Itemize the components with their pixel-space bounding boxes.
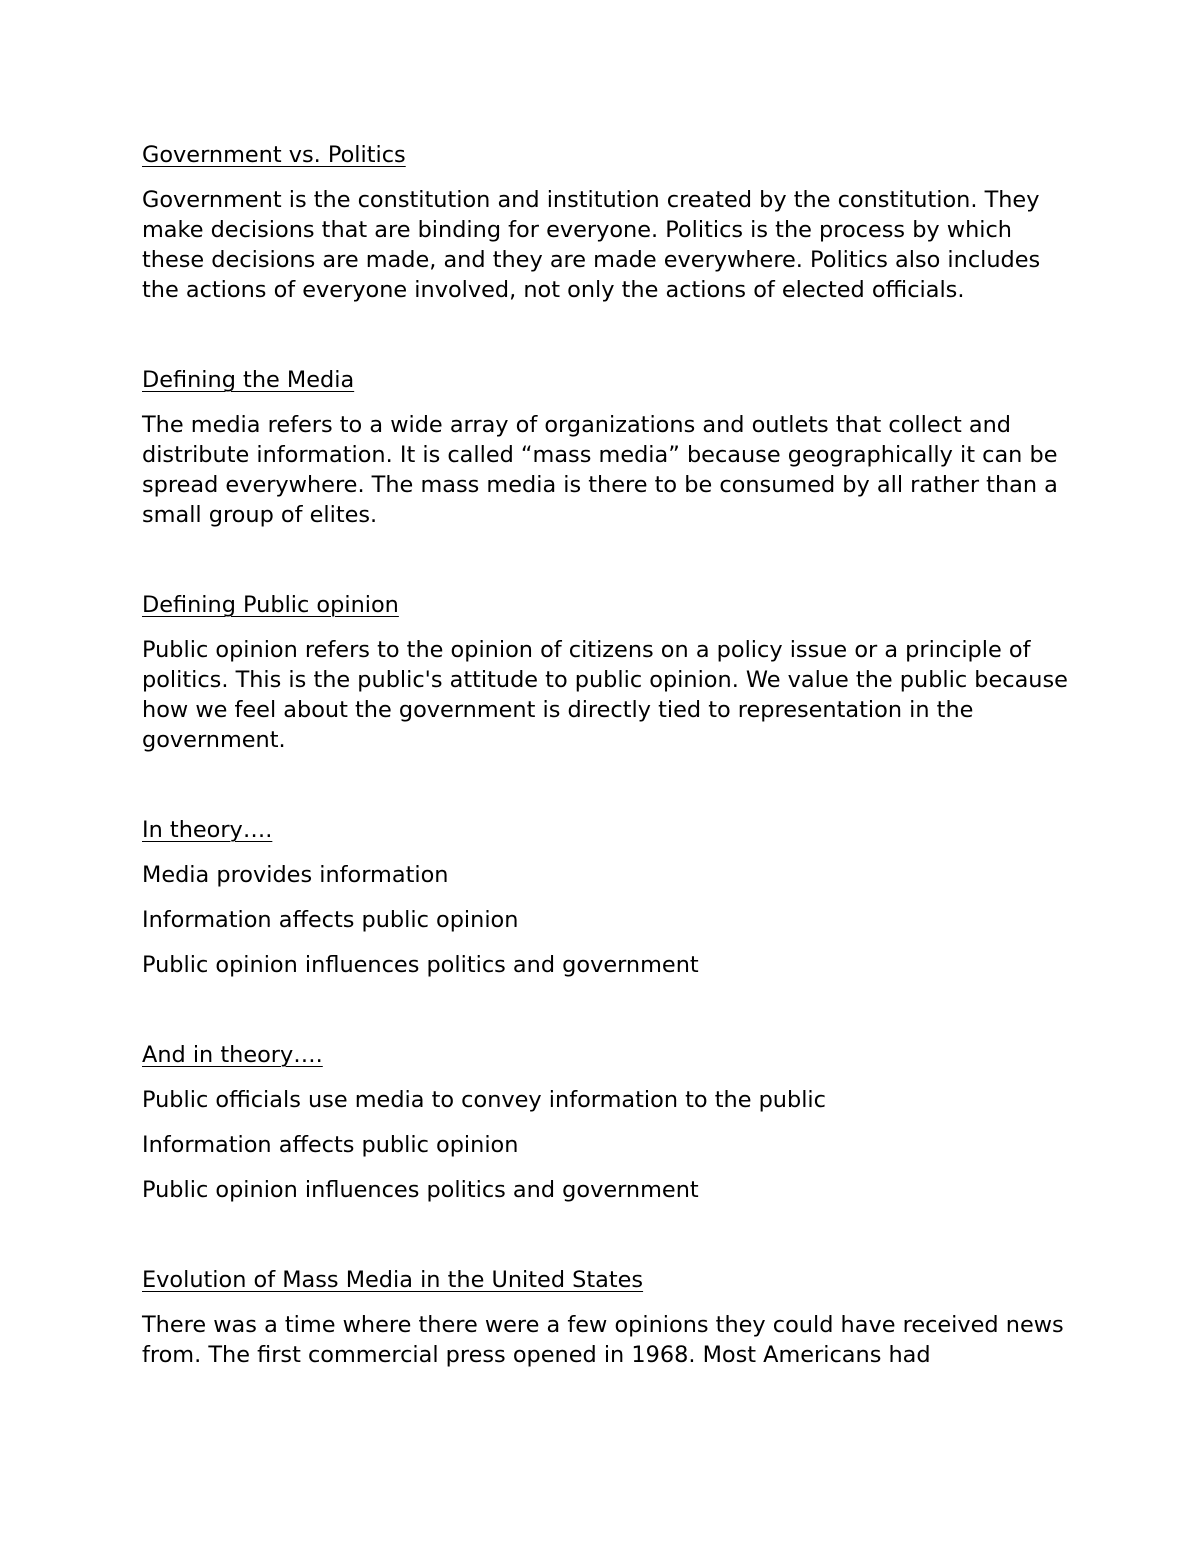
list-item: Information affects public opinion xyxy=(142,1132,519,1158)
section-heading: Government vs. Politics xyxy=(142,142,406,168)
section-paragraph: Government is the constitution and institution created by the constitution. They make decisions that are binding for everyone. Politics is the process by which these decisions are made, and they are made everywhere. Politics also includes the actions of everyone involved, not only the actions of elected officials. xyxy=(142,187,1041,303)
document-page xyxy=(142,140,1072,1430)
section-government-vs-politics xyxy=(142,140,1072,305)
list-item: Public officials use media to convey information to the public xyxy=(142,1087,826,1113)
section-heading: Evolution of Mass Media in the United States xyxy=(142,1267,644,1293)
section-heading: In theory…. xyxy=(142,817,273,843)
list-item: Public opinion influences politics and government xyxy=(142,1177,699,1203)
section-paragraph: Public opinion refers to the opinion of citizens on a policy issue or a principle of politics. This is the public's attitude to public opinion. We value the public because how we feel about the government is directly tied to representation in the government. xyxy=(142,637,1068,753)
section-heading: Defining Public opinion xyxy=(142,592,399,618)
list-item: Public opinion influences politics and government xyxy=(142,952,699,978)
list-item: Media provides information xyxy=(142,862,449,888)
section-defining-the-media xyxy=(142,365,1072,530)
section-heading: And in theory…. xyxy=(142,1042,323,1068)
section-evolution-of-mass-media xyxy=(142,1265,1072,1370)
section-in-theory xyxy=(142,815,1072,980)
list-item: Information affects public opinion xyxy=(142,907,519,933)
section-and-in-theory xyxy=(142,1040,1072,1205)
section-paragraph: There was a time where there were a few opinions they could have received news from. The first commercial press opened in 1968. Most Americans had xyxy=(142,1312,1064,1368)
section-defining-public-opinion xyxy=(142,590,1072,755)
section-paragraph: The media refers to a wide array of organizations and outlets that collect and distribute information. It is called “mass media” because geographically it can be spread everywhere. The mass media is there to be consumed by all rather than a small group of elites. xyxy=(142,412,1058,528)
section-heading: Defining the Media xyxy=(142,367,355,393)
